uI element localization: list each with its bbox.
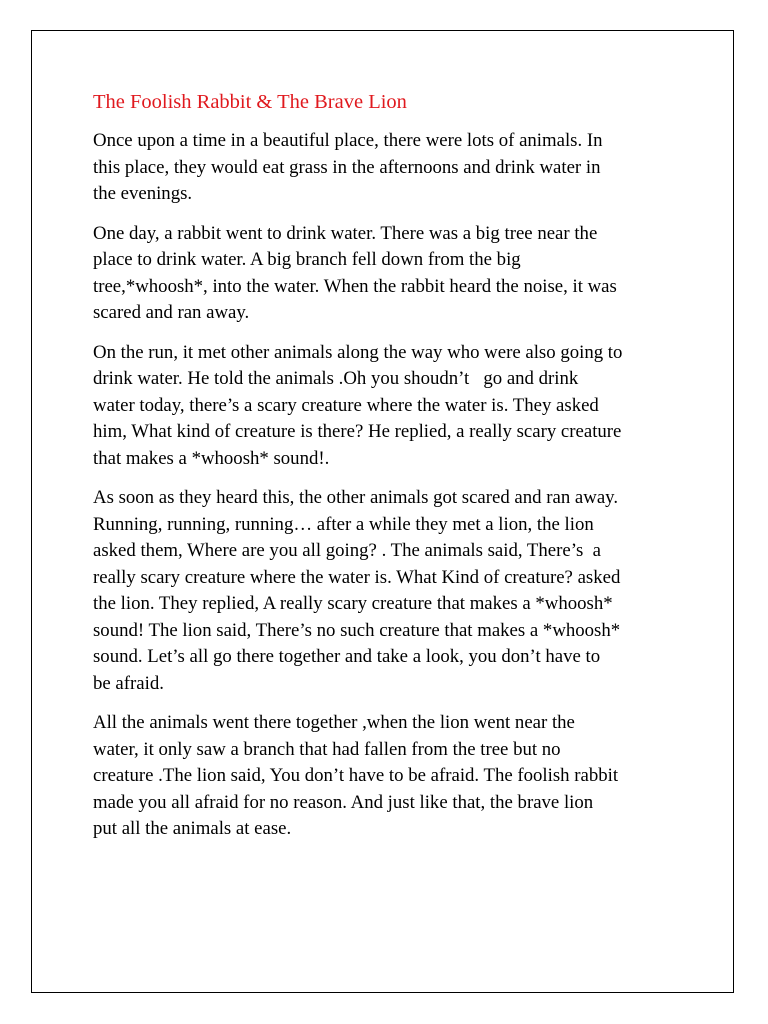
document-page — [31, 30, 734, 993]
text-line: sound! The lion said, There’s no such creature that makes a *whoosh* — [93, 619, 621, 641]
paragraph-2 — [93, 221, 693, 327]
text-line: sound. Let’s all go there together and take a look, you don’t have to — [93, 646, 601, 667]
text-line: him, What kind of creature is there? He replied, a really scary creature — [93, 421, 622, 442]
text-line: that makes a *whoosh* sound!. — [93, 447, 330, 469]
text-line: On the run, it met other animals along the way who were also going to — [93, 341, 623, 363]
text-line: the lion. They replied, A really scary creature that makes a *whoosh* — [93, 593, 613, 614]
text-line: One day, a rabbit went to drink water. There was a big tree near the — [93, 222, 598, 244]
text-line: Running, running, running… after a while they met a lion, the lion — [93, 513, 594, 535]
text-line: tree,*whoosh*, into the water. When the rabbit heard the noise, it was — [93, 275, 617, 297]
text-line: scared and ran away. — [93, 302, 250, 323]
text-line: drink water. He told the animals .Oh you shoudn’t go and drink — [93, 368, 579, 389]
paragraph-4 — [93, 485, 693, 697]
text-line: the evenings. — [93, 183, 193, 204]
text-line: Once upon a time in a beautiful place, there were lots of animals. In — [93, 130, 603, 151]
story-title: The Foolish Rabbit & The Brave Lion — [93, 91, 407, 113]
text-line: As soon as they heard this, the other animals got scared and ran away. — [93, 487, 619, 508]
text-line: this place, they would eat grass in the afternoons and drink water in — [93, 156, 601, 178]
page-content — [93, 89, 693, 856]
text-line: All the animals went there together ,when the lion went near the — [93, 712, 575, 733]
text-line: water, it only saw a branch that had fallen from the tree but no — [93, 738, 561, 760]
text-line: put all the animals at ease. — [93, 818, 292, 839]
text-line: asked them, Where are you all going? . The animals said, There’s a — [93, 540, 601, 561]
paragraph-5 — [93, 710, 693, 843]
text-line: made you all afraid for no reason. And just like that, the brave lion — [93, 791, 594, 813]
text-line: creature .The lion said, You don’t have to be afraid. The foolish rabbit — [93, 765, 619, 786]
text-line: water today, there’s a scary creature where the water is. They asked — [93, 394, 599, 416]
paragraph-3 — [93, 340, 693, 473]
text-line: be afraid. — [93, 672, 164, 694]
text-line: place to drink water. A big branch fell down from the big — [93, 249, 521, 270]
text-line: really scary creature where the water is. What Kind of creature? asked — [93, 566, 621, 588]
paragraph-1 — [93, 128, 693, 208]
